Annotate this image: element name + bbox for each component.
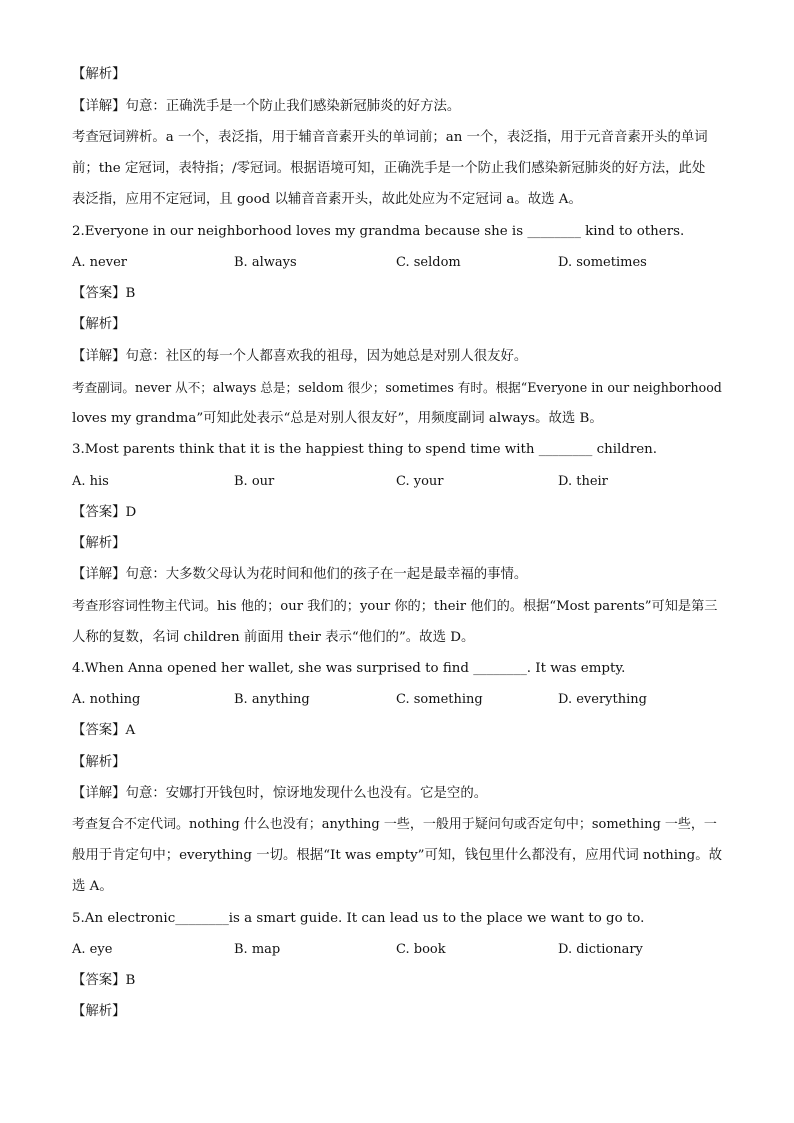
detail-translation: 【详解】句意：安娜打开钱包时，惊讶地发现什么也没有。它是空的。	[72, 786, 488, 801]
detail-translation: 【详解】句意：社区的每一个人都喜欢我的祖母，因为她总是对别人很友好。	[72, 349, 528, 364]
explanation-line: 表泛指，应用不定冠词，且 good 以辅音音素开头，故此处应为不定冠词 a。故选 A。	[72, 192, 582, 207]
option-b: B. map	[234, 942, 281, 957]
question-4: 4.When Anna opened her wallet, she was surprised to find ________. It was empty.	[72, 661, 626, 676]
explanation-line: 般用于肯定句中；everything 一切。根据“It was empty”可知，钱包里什么都没有，应用代词 nothing。故	[72, 848, 722, 863]
option-c: C. book	[396, 942, 446, 957]
analysis-heading: 【解析】	[72, 755, 126, 770]
explanation-line: 考查形容词性物主代词。his 他的；our 我们的；your 你的；their 他们的。根据“Most parents”可知是第三	[72, 599, 718, 614]
option-d: D. everything	[558, 692, 647, 707]
explanation-line: 选 A。	[72, 879, 113, 894]
explanation-line: 考查复合不定代词。nothing 什么也没有；anything 一些，一般用于疑问句或否定句中；something 一些，一	[72, 817, 717, 832]
option-a: A. nothing	[72, 692, 141, 707]
explanation-line: 考查冠词辨析。a 一个，表泛指，用于辅音音素开头的单词前；an 一个，表泛指，用于元音音素开头的单词	[72, 130, 708, 145]
option-b: B. always	[234, 255, 297, 270]
explanation-line: 考查副词。never 从不；always 总是；seldom 很少；sometimes 有时。根据“Everyone in our neighborhood	[72, 380, 722, 395]
answer-line: 【答案】D	[72, 505, 137, 520]
question-3: 3.Most parents think that it is the happiest thing to spend time with ________ children.	[72, 442, 658, 457]
option-d: D. their	[558, 474, 608, 489]
option-a: A. his	[72, 474, 109, 489]
answer-line: 【答案】B	[72, 286, 136, 301]
question-5: 5.An electronic________is a smart guide. It can lead us to the place we want to go to.	[72, 911, 645, 926]
option-c: C. something	[396, 692, 483, 707]
option-d: D. dictionary	[558, 942, 643, 957]
option-c: C. your	[396, 474, 444, 489]
analysis-heading: 【解析】	[72, 536, 126, 551]
explanation-line: 前；the 定冠词，表特指；/零冠词。根据语境可知，正确洗手是一个防止我们感染新冠肺炎的好方法，此处	[72, 161, 706, 176]
explanation-line: loves my grandma”可知此处表示“总是对别人很友好”，用频度副词 always。故选 B。	[72, 411, 603, 426]
option-b: B. anything	[234, 692, 310, 707]
analysis-heading: 【解析】	[72, 1004, 126, 1019]
option-d: D. sometimes	[558, 255, 647, 270]
detail-translation: 【详解】句意：正确洗手是一个防止我们感染新冠肺炎的好方法。	[72, 99, 461, 114]
question-2: 2.Everyone in our neighborhood loves my grandma because she is ________ kind to others.	[72, 224, 685, 239]
analysis-heading: 【解析】	[72, 317, 126, 332]
answer-line: 【答案】B	[72, 973, 136, 988]
option-b: B. our	[234, 474, 275, 489]
explanation-line: 人称的复数，名词 children 前面用 their 表示“他们的”。故选 D。	[72, 630, 475, 645]
detail-translation: 【详解】句意：大多数父母认为花时间和他们的孩子在一起是最幸福的事情。	[72, 567, 528, 582]
answer-line: 【答案】A	[72, 723, 136, 738]
option-a: A. never	[72, 255, 127, 270]
option-c: C. seldom	[396, 255, 461, 270]
option-a: A. eye	[72, 942, 113, 957]
analysis-heading: 【解析】	[72, 67, 126, 82]
